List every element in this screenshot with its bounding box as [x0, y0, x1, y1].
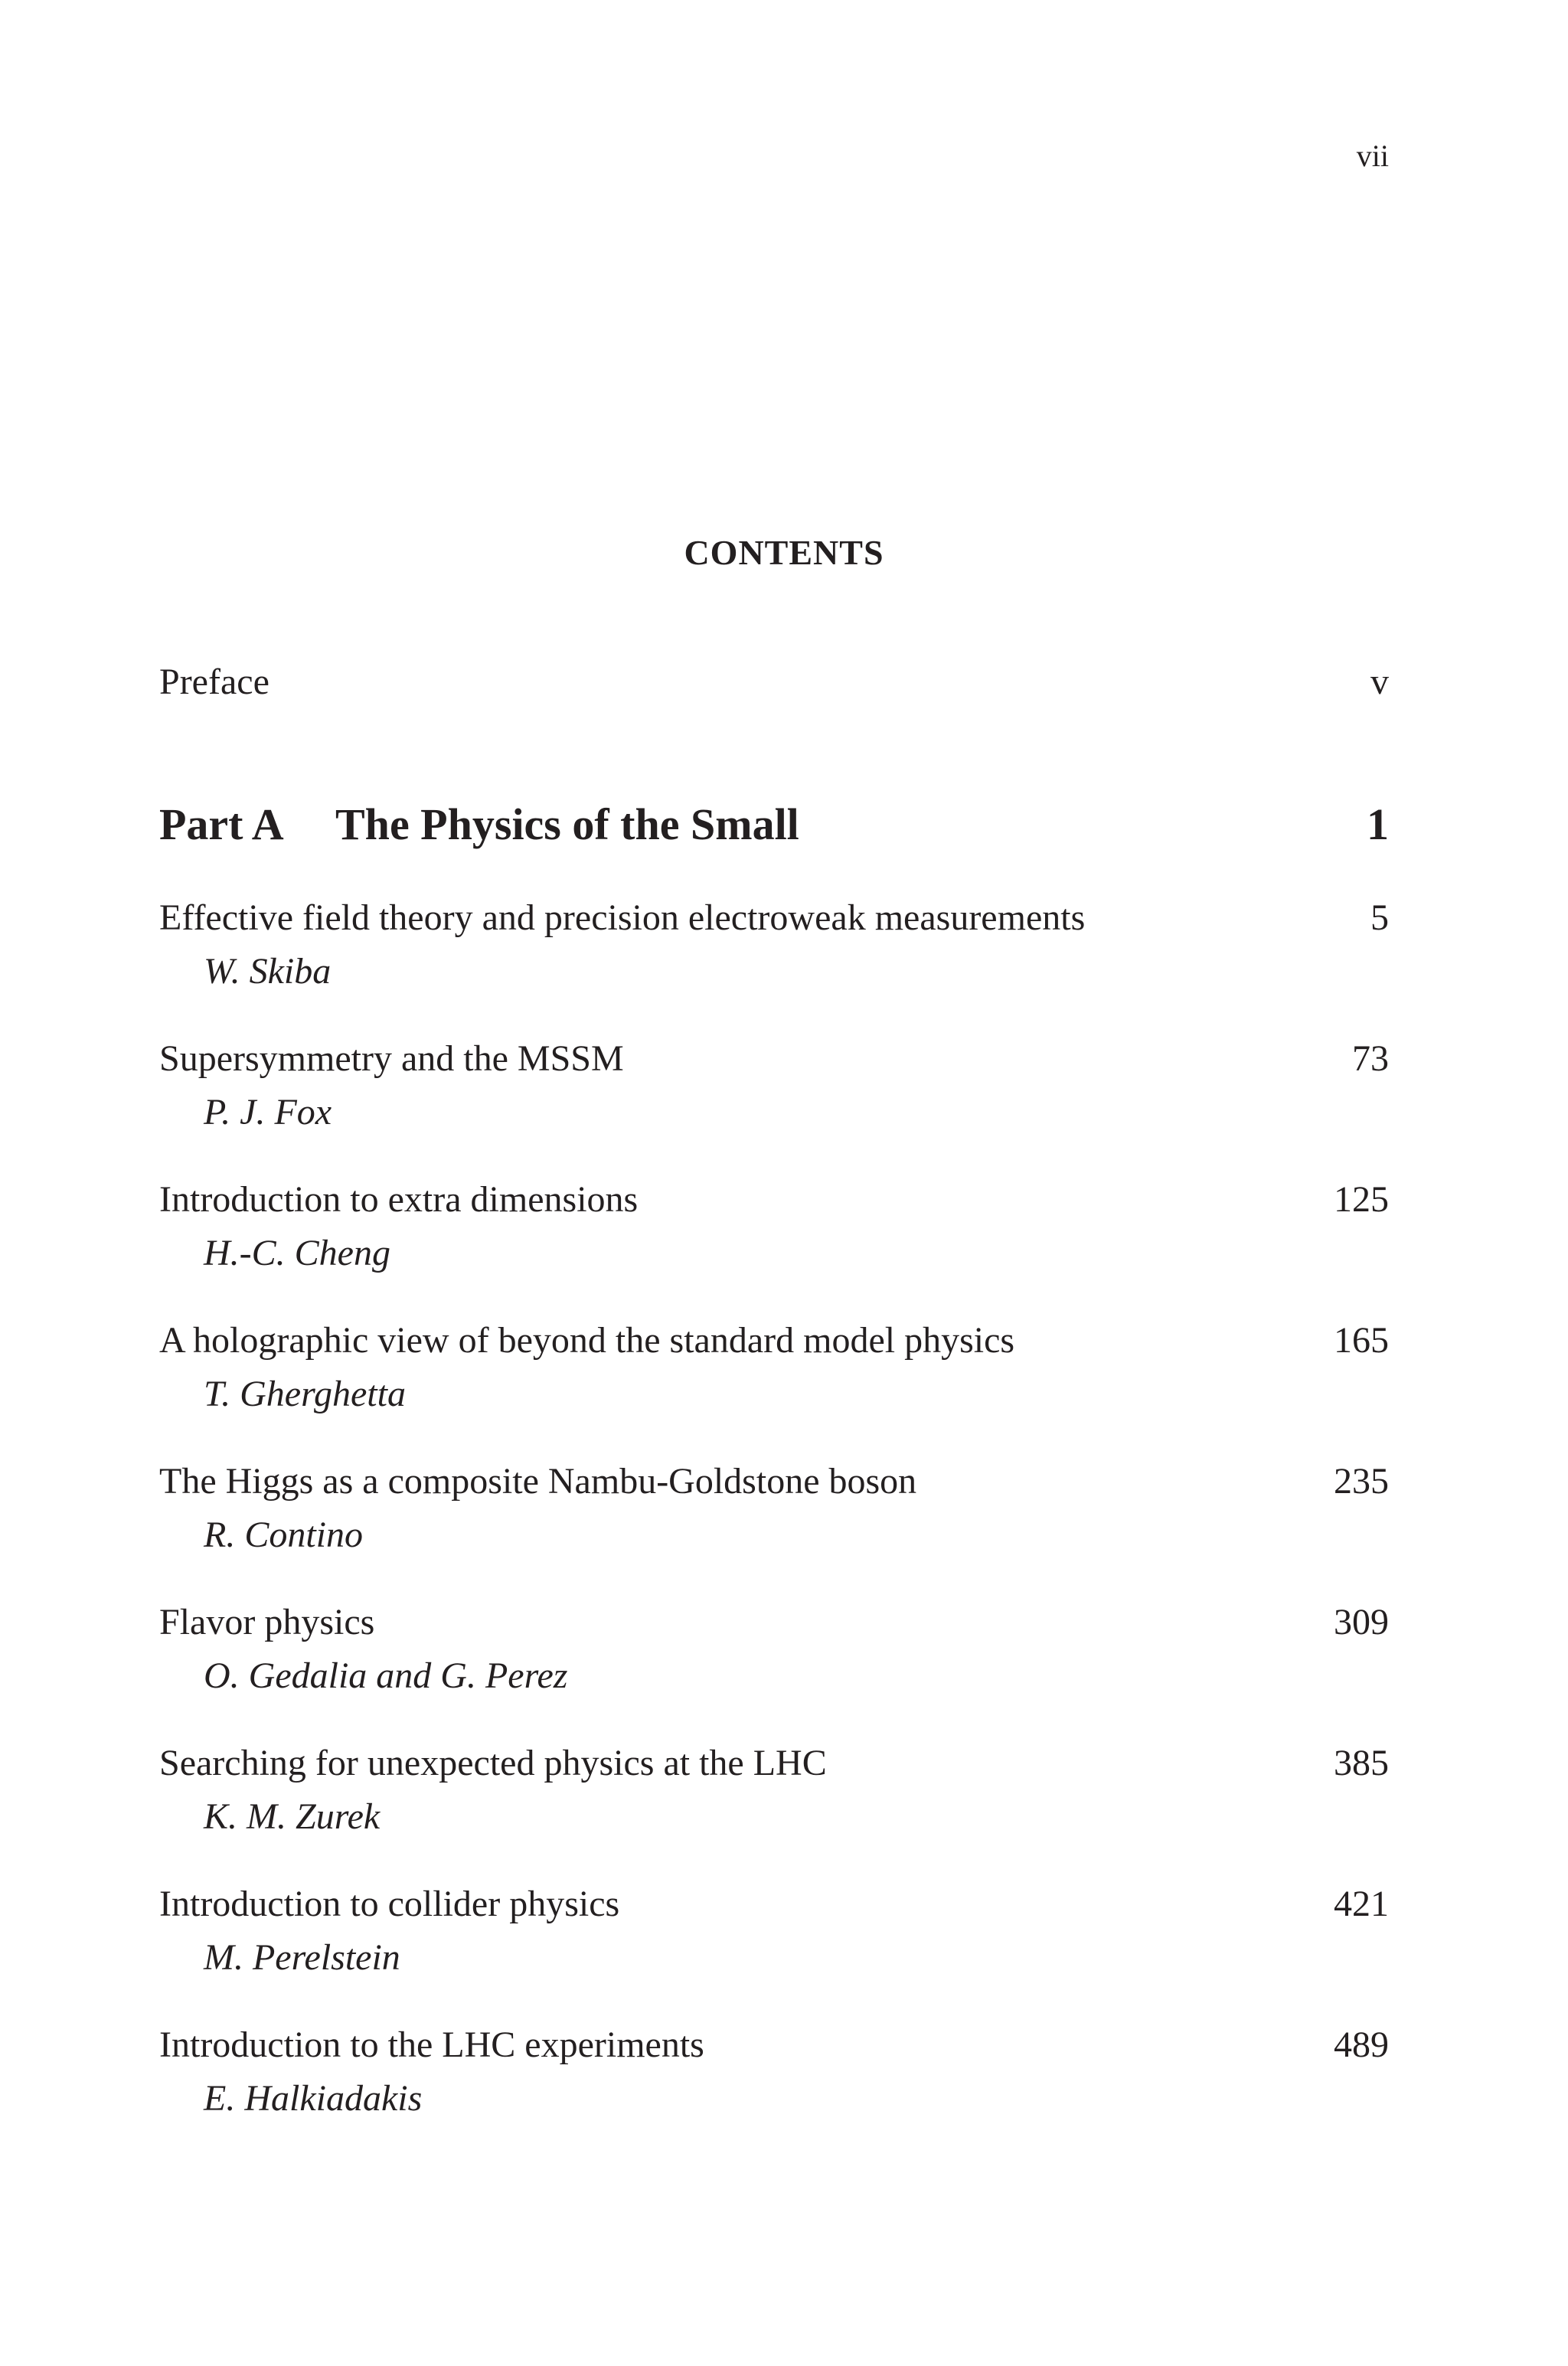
chapter-page-number: 421	[1334, 1884, 1389, 1924]
chapter-title: A holographic view of beyond the standard model physics	[159, 1320, 1015, 1361]
chapter-page-number: 5	[1370, 897, 1389, 938]
toc-entry	[159, 1741, 1389, 1839]
chapter-page-number: 385	[1334, 1743, 1389, 1783]
chapter-author: K. M. Zurek	[204, 1796, 381, 1837]
toc-entry	[159, 1882, 1389, 1980]
preface-page-number: v	[1370, 662, 1389, 702]
chapter-title: The Higgs as a composite Nambu-Goldstone boson	[159, 1461, 917, 1502]
chapter-page-number: 309	[1334, 1602, 1389, 1642]
chapter-title: Introduction to collider physics	[159, 1884, 620, 1924]
toc-entry	[159, 1037, 1389, 1135]
chapter-title: Introduction to the LHC experiments	[159, 2024, 704, 2065]
chapter-page-number: 73	[1352, 1038, 1389, 1079]
folio-page-number: vii	[1356, 139, 1389, 173]
chapter-author: H.-C. Cheng	[204, 1233, 390, 1273]
part-title-group	[159, 798, 799, 851]
chapter-title: Supersymmetry and the MSSM	[159, 1038, 624, 1079]
chapter-author: T. Gherghetta	[204, 1374, 406, 1414]
toc-entry	[159, 2023, 1389, 2121]
contents-heading: CONTENTS	[684, 533, 884, 572]
toc-entry	[159, 1319, 1389, 1417]
toc-entry	[159, 1600, 1389, 1698]
toc-part-heading	[159, 798, 1389, 851]
chapter-page-number: 165	[1334, 1320, 1389, 1361]
chapter-author: R. Contino	[204, 1515, 364, 1555]
toc-preface-row	[159, 660, 1389, 704]
table-of-contents	[159, 660, 1389, 2121]
chapter-author: M. Perelstein	[204, 1937, 400, 1978]
toc-entry	[159, 1178, 1389, 1276]
chapter-author: W. Skiba	[204, 951, 332, 992]
part-title: The Physics of the Small	[335, 799, 799, 849]
chapter-title: Effective field theory and precision electroweak measurements	[159, 897, 1086, 938]
preface-title: Preface	[159, 662, 270, 702]
chapter-author: P. J. Fox	[204, 1092, 332, 1132]
chapter-author: O. Gedalia and G. Perez	[204, 1655, 568, 1696]
chapter-title: Flavor physics	[159, 1602, 375, 1642]
chapter-page-number: 125	[1334, 1179, 1389, 1220]
toc-entry	[159, 1459, 1389, 1557]
chapter-title: Searching for unexpected physics at the LHC	[159, 1743, 827, 1783]
chapter-title: Introduction to extra dimensions	[159, 1179, 639, 1220]
part-page-number: 1	[1367, 799, 1389, 849]
chapter-page-number: 235	[1334, 1461, 1389, 1502]
chapter-page-number: 489	[1334, 2024, 1389, 2065]
part-label: Part A	[159, 799, 284, 849]
chapter-author: E. Halkiadakis	[204, 2078, 423, 2119]
toc-entry	[159, 896, 1389, 994]
